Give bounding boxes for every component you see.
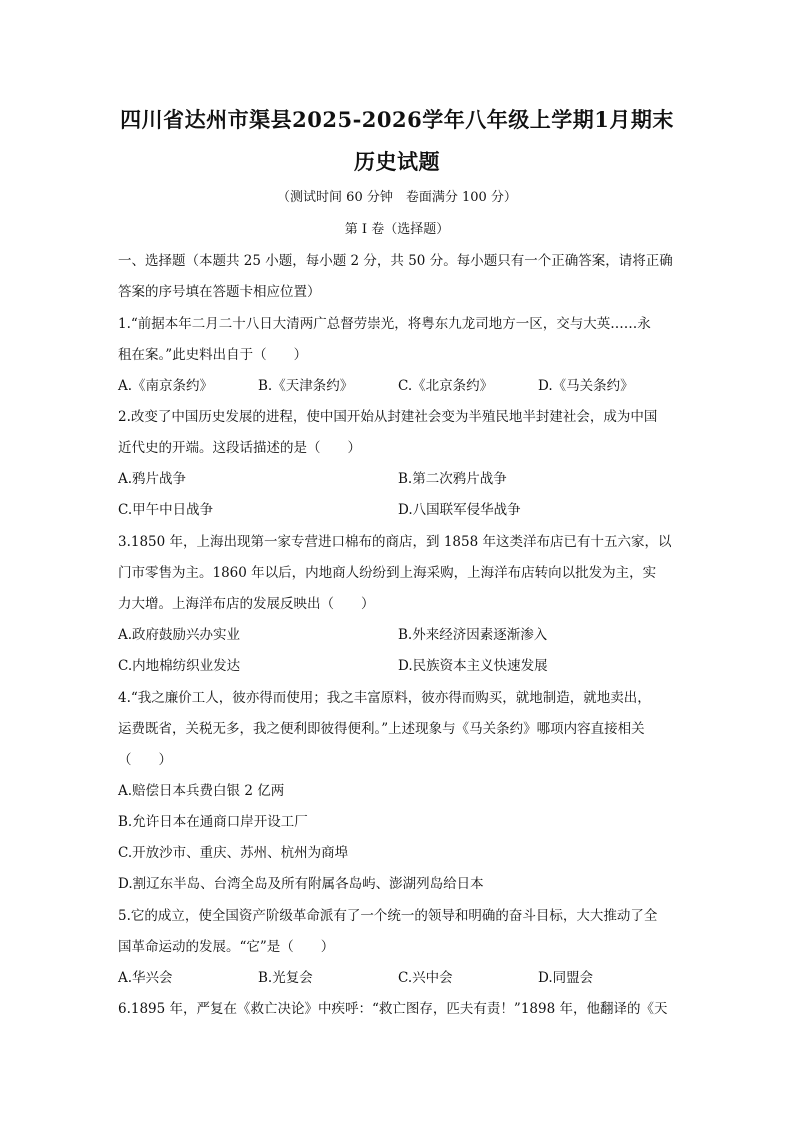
- question-5-text: 5.它的成立，使全国资产阶级革命派有了一个统一的领导和明确的奋斗目标，大大推动了全: [118, 908, 658, 924]
- option-b: B.允许日本在通商口岸开设工厂: [118, 814, 308, 830]
- question-1-text: 1.“前据本年二月二十八日大清两广总督劳崇光，将粤东九龙司地方一区，交与大英……永: [118, 316, 651, 332]
- exam-time-info: （测试时间 60 分钟 卷面满分 100 分）: [277, 190, 517, 205]
- question-2-options: [118, 467, 678, 487]
- question-6-text: 6.1895 年，严复在《救亡决论》中疾呼：“救亡图存，匹夫有责！”1898 年，他翻译的《天: [118, 1001, 668, 1017]
- option-d: D.八国联军侵华战争: [398, 502, 521, 518]
- option-b: B.《天津条约》: [258, 378, 354, 394]
- question-4-text: 运费既省，关税无多，我之便利即彼得便利。”上述现象与《马关条约》哪项内容直接相关: [118, 721, 645, 737]
- option-c: C.甲午中日战争: [118, 502, 214, 518]
- section-instruction-line: 一、选择题（本题共 25 小题，每小题 2 分，共 50 分。每小题只有一个正确答案，请将正确: [118, 253, 673, 269]
- question-5-text: 国革命运动的发展。“它”是（ ）: [118, 939, 335, 955]
- option-c: C.开放沙市、重庆、苏州、杭州为商埠: [118, 845, 349, 861]
- option-a: A.政府鼓励兴办实业: [118, 627, 241, 643]
- question-2-text: 近代史的开端。这段话描述的是（ ）: [118, 440, 361, 456]
- volume-heading: 第 I 卷（选择题）: [344, 222, 450, 237]
- question-1-options: [118, 374, 678, 394]
- question-5-options: [118, 966, 678, 986]
- option-c: C.内地棉纺织业发达: [118, 658, 241, 674]
- question-3-options: [118, 623, 678, 643]
- option-c: C.兴中会: [398, 970, 453, 986]
- question-2-options: [118, 498, 678, 518]
- option-a: A.赔偿日本兵费白银 2 亿两: [118, 783, 285, 799]
- option-c: C.《北京条约》: [398, 378, 494, 394]
- option-b: B.光复会: [258, 970, 313, 986]
- option-d: D.同盟会: [538, 970, 594, 986]
- option-a: A.华兴会: [118, 970, 173, 986]
- question-4-text: （ ）: [118, 752, 172, 768]
- question-4-text: 4.“我之廉价工人，彼亦得而使用；我之丰富原料，彼亦得而购买，就地制造，就地卖出，: [118, 690, 651, 706]
- exam-title: 四川省达州市渠县2025-2026学年八年级上学期1月期末: [120, 107, 674, 132]
- option-a: A.《南京条约》: [118, 378, 214, 394]
- question-2-text: 2.改变了中国历史发展的进程，使中国开始从封建社会变为半殖民地半封建社会，成为中国: [118, 409, 658, 425]
- option-d: D.《马关条约》: [538, 378, 634, 394]
- option-d: D.民族资本主义快速发展: [398, 658, 548, 674]
- option-a: A.鸦片战争: [118, 471, 187, 487]
- question-3-options: [118, 654, 678, 674]
- question-1-text: 租在案。”此史料出自于（ ）: [118, 347, 308, 363]
- option-b: B.第二次鸦片战争: [398, 471, 507, 487]
- question-3-text: 力大增。上海洋布店的发展反映出（ ）: [118, 596, 375, 612]
- section-instruction-line: 答案的序号填在答题卡相应位置）: [118, 284, 321, 300]
- option-b: B.外来经济因素逐渐渗入: [398, 627, 548, 643]
- question-3-text: 3.1850 年，上海出现第一家专营进口棉布的商店，到 1858 年这类洋布店已有十五六家，以: [118, 534, 672, 550]
- exam-subject: 历史试题: [354, 149, 440, 174]
- question-3-text: 门市零售为主。1860 年以后，内地商人纷纷到上海采购，上海洋布店转向以批发为主，实: [118, 565, 657, 581]
- option-d: D.割辽东半岛、台湾全岛及所有附属各岛屿、澎湖列岛给日本: [118, 876, 484, 892]
